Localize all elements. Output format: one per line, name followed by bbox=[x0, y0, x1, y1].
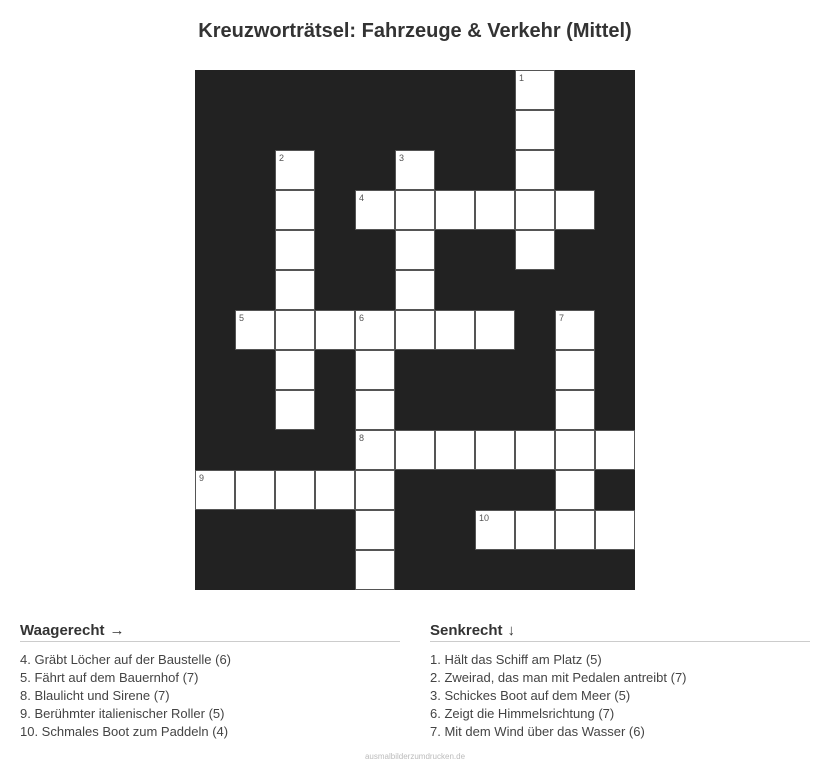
down-clues bbox=[430, 622, 810, 741]
grid-cell[interactable] bbox=[275, 350, 315, 390]
grid-cell[interactable] bbox=[355, 390, 395, 430]
grid-cell[interactable] bbox=[275, 470, 315, 510]
grid-cell[interactable] bbox=[275, 310, 315, 350]
grid-cell[interactable] bbox=[555, 190, 595, 230]
grid-cell[interactable] bbox=[475, 310, 515, 350]
grid-cell[interactable] bbox=[275, 270, 315, 310]
grid-cell[interactable] bbox=[355, 310, 395, 350]
grid-cell[interactable] bbox=[515, 190, 555, 230]
clue-down-3: 3. Schickes Boot auf dem Meer (5) bbox=[430, 688, 631, 703]
clue-number: 8 bbox=[359, 433, 365, 443]
grid-cell[interactable] bbox=[555, 510, 595, 550]
clue-across-5: 5. Fährt auf dem Bauernhof (7) bbox=[20, 670, 199, 685]
page-title: Kreuzworträtsel: Fahrzeuge & Verkehr (Mittel) bbox=[198, 20, 632, 42]
grid-cell[interactable] bbox=[595, 510, 635, 550]
grid-cell[interactable] bbox=[555, 390, 595, 430]
grid-cell[interactable] bbox=[315, 470, 355, 510]
grid-cell[interactable] bbox=[395, 430, 435, 470]
grid-cell[interactable] bbox=[435, 190, 475, 230]
clue-number: 7 bbox=[559, 313, 565, 323]
clue-down-7: 7. Mit dem Wind über das Wasser (6) bbox=[430, 724, 645, 739]
grid-cell[interactable] bbox=[275, 230, 315, 270]
grid-cell[interactable] bbox=[435, 430, 475, 470]
grid-cell[interactable] bbox=[515, 110, 555, 150]
clue-across-10: 10. Schmales Boot zum Paddeln (4) bbox=[20, 724, 229, 739]
across-clue-list bbox=[20, 651, 400, 741]
grid-cell[interactable] bbox=[555, 470, 595, 510]
grid-cell[interactable] bbox=[515, 230, 555, 270]
clue-number: 6 bbox=[359, 313, 365, 323]
clue-across-8: 8. Blaulicht und Sirene (7) bbox=[20, 688, 170, 703]
grid-cell[interactable] bbox=[315, 310, 355, 350]
grid-cell[interactable] bbox=[475, 430, 515, 470]
grid-cell[interactable] bbox=[355, 350, 395, 390]
crossword-grid bbox=[195, 70, 635, 590]
down-clue-list bbox=[430, 651, 810, 741]
grid-cell[interactable] bbox=[275, 390, 315, 430]
grid-cell[interactable] bbox=[475, 190, 515, 230]
arrow-right-icon: → bbox=[109, 622, 125, 639]
grid-cell[interactable] bbox=[355, 510, 395, 550]
clue-down-1: 1. Hält das Schiff am Platz (5) bbox=[430, 652, 602, 667]
grid-cell[interactable] bbox=[555, 310, 595, 350]
clue-down-6: 6. Zeigt die Himmelsrichtung (7) bbox=[430, 706, 615, 721]
grid-cell[interactable] bbox=[515, 70, 555, 110]
across-heading bbox=[20, 622, 400, 642]
grid-cell[interactable] bbox=[195, 470, 235, 510]
clue-across-4: 4. Gräbt Löcher auf der Baustelle (6) bbox=[20, 652, 232, 667]
down-heading bbox=[430, 622, 810, 642]
grid-cell[interactable] bbox=[555, 350, 595, 390]
grid-cell[interactable] bbox=[395, 310, 435, 350]
grid-cell[interactable] bbox=[395, 190, 435, 230]
grid-cell[interactable] bbox=[515, 510, 555, 550]
down-heading-label: Senkrecht bbox=[430, 622, 503, 639]
grid-cell[interactable] bbox=[355, 430, 395, 470]
grid-cell[interactable] bbox=[515, 430, 555, 470]
footer-credit: ausmalbilderzumdrucken.de bbox=[364, 752, 466, 761]
clue-number: 4 bbox=[359, 193, 365, 203]
grid-cell[interactable] bbox=[555, 430, 595, 470]
arrow-down-icon: ↓ bbox=[507, 622, 516, 639]
grid-cell[interactable] bbox=[395, 150, 435, 190]
grid-cell[interactable] bbox=[235, 310, 275, 350]
grid-cell[interactable] bbox=[355, 470, 395, 510]
grid-cell[interactable] bbox=[595, 430, 635, 470]
grid-cell[interactable] bbox=[275, 150, 315, 190]
grid-cell[interactable] bbox=[395, 270, 435, 310]
clue-down-2: 2. Zweirad, das man mit Pedalen antreibt (7) bbox=[430, 670, 687, 685]
across-clues bbox=[20, 622, 400, 741]
clue-number: 10 bbox=[479, 513, 490, 523]
clue-number: 3 bbox=[399, 153, 405, 163]
clue-number: 5 bbox=[239, 313, 245, 323]
grid-cell[interactable] bbox=[515, 150, 555, 190]
grid-cell[interactable] bbox=[235, 470, 275, 510]
grid-cell[interactable] bbox=[355, 190, 395, 230]
clue-number: 1 bbox=[519, 73, 525, 83]
grid-cell[interactable] bbox=[475, 510, 515, 550]
clue-across-9: 9. Berühmter italienischer Roller (5) bbox=[20, 706, 225, 721]
clue-number: 2 bbox=[279, 153, 285, 163]
grid-cell[interactable] bbox=[435, 310, 475, 350]
grid-cell[interactable] bbox=[275, 190, 315, 230]
across-heading-label: Waagerecht bbox=[20, 622, 105, 639]
grid-cell[interactable] bbox=[395, 230, 435, 270]
grid-cell[interactable] bbox=[355, 550, 395, 590]
clue-number: 9 bbox=[199, 473, 205, 483]
